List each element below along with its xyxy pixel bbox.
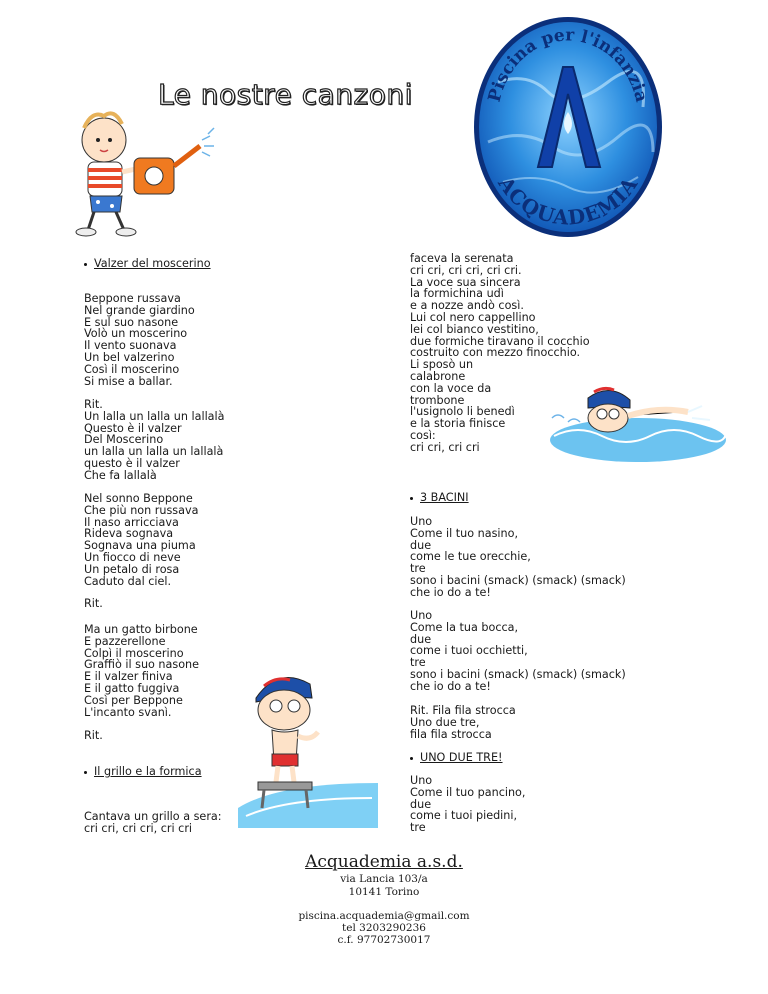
page-title: Le nostre canzoni — [158, 78, 413, 111]
lyrics-stanza: faceva la serenata cri cri, cri cri, cri cri. La voce sua sincera la formichina udì e a nozze andò così. Lui col nero cappellino lei col bianco vestitino, due formiche tiravano il cocchio costruito con mezzo finocchio. Li sposò un calabrone con la voce da trombone l'usignolo li benedì e la storia finisce così: cri cri, cri cri — [410, 252, 590, 454]
lyrics-stanza: Cantava un grillo a sera: cri cri, cri cri, cri cri — [84, 810, 222, 835]
logo-arc-text: Piscina per l'infanzia — [484, 25, 652, 105]
footer-address-line: via Lancia 103/a — [340, 873, 428, 885]
lyrics-stanza: Uno Come il tuo pancino, due come i tuoi piedini, tre — [410, 774, 526, 835]
bullet-icon — [410, 497, 413, 500]
lyrics-refrain: Rit. — [84, 729, 103, 742]
footer-city-line: 10141 Torino — [348, 886, 420, 898]
footer-organization-name: Acquademia a.s.d. — [305, 852, 463, 872]
acquademia-logo — [468, 12, 668, 242]
bullet-icon — [410, 757, 413, 760]
child-watering-can-illustration — [62, 100, 222, 240]
lyrics-stanza: Rit. Un lalla un lalla un lallalà Questo è il valzer Del Moscerino un lalla un lalla un lallalà questo è il valzer Che fa lallalà — [84, 398, 225, 482]
logo-bottom-text: ACQUADEMIA — [493, 172, 643, 230]
lyrics-refrain: Rit. Fila fila strocca Uno due tre, fila fila strocca — [410, 704, 516, 741]
lyrics-stanza: Uno Come la tua bocca, due come i tuoi occhietti, tre sono i bacini (smack) (smack) (smack) che io do a te! — [410, 609, 626, 693]
lyrics-stanza: Nel sonno Beppone Che più non russava Il naso arricciava Rideva sognava Sognava una piuma Un fiocco di neve Un petalo di rosa Caduto dal ciel. — [84, 492, 199, 588]
song-title-3-bacini: 3 BACINI — [410, 491, 469, 504]
lyrics-stanza: Uno Come il tuo nasino, due come le tue orecchie, tre sono i bacini (smack) (smack) (smack) che io do a te! — [410, 515, 626, 599]
song-title-valzer: Valzer del moscerino — [84, 257, 211, 270]
bullet-icon — [84, 263, 87, 266]
footer-fiscal-code: c.f. 97702730017 — [337, 934, 431, 946]
bullet-icon — [84, 771, 87, 774]
song-title-uno-due-tre: UNO DUE TRE! — [410, 751, 503, 764]
child-diving-block-illustration — [238, 658, 378, 828]
lyrics-stanza: Ma un gatto birbone E pazzerellone Colpì il moscerino Graffiò il suo nasone E il valzer finiva E il gatto fuggiva Così per Beppone L'incanto svanì. — [84, 623, 200, 719]
footer-phone: tel 3203290236 — [342, 922, 426, 934]
footer-email: piscina.acquademia@gmail.com — [298, 910, 470, 922]
lyrics-stanza: Beppone russava Nel grande giardino E sul suo nasone Volò un moscerino Il vento suonava Un bel valzerino Così il moscerino Si mise a ballar. — [84, 292, 195, 388]
lyrics-refrain: Rit. — [84, 597, 103, 610]
song-title-grillo: Il grillo e la formica — [84, 765, 202, 778]
